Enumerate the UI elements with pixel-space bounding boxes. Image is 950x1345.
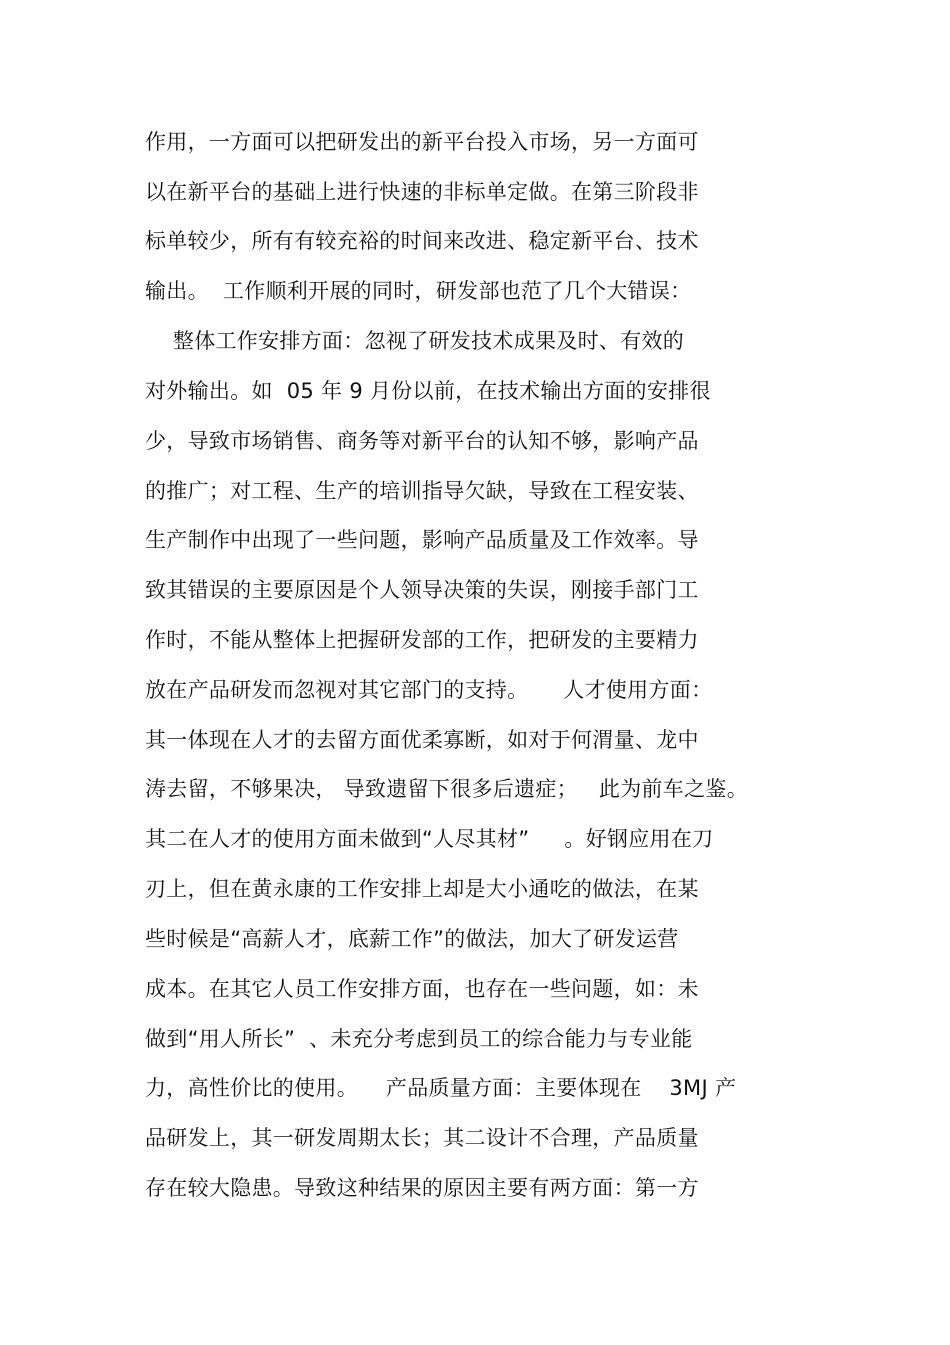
text-line: 以在新平台的基础上进行快速的非标单定做。在第三阶段非 — [145, 180, 699, 204]
text-line: 力，高性价比的使用。 产品质量方面：主要体现在 3MJ 产 — [145, 1076, 737, 1100]
text-line: 致其错误的主要原因是个人领导决策的失误，刚接手部门工 — [145, 578, 699, 602]
text-line: 生产制作中出现了一些问题，影响产品质量及工作效率。导 — [145, 528, 699, 552]
text-line: 成本。在其它人员工作安排方面，也存在一些问题，如：未 — [145, 977, 699, 1001]
text-line: 放在产品研发而忽视对其它部门的支持。 人才使用方面： — [145, 678, 713, 702]
text-line: 其二在人才的使用方面未做到“人尽其材” 。好钢应用在刀 — [145, 827, 714, 851]
text-line: 少，导致市场销售、商务等对新平台的认知不够，影响产品 — [145, 429, 699, 453]
text-line: 输出。 工作顺利开展的同时，研发部也范了几个大错误： — [145, 279, 692, 303]
text-line: 作用，一方面可以把研发出的新平台投入市场，另一方面可 — [145, 130, 699, 154]
text-line: 整体工作安排方面：忽视了研发技术成果及时、有效的 — [145, 329, 685, 353]
text-line: 的推广；对工程、生产的培训指导欠缺，导致在工程安装、 — [145, 479, 699, 503]
text-line: 其一体现在人才的去留方面优柔寡断，如对于何渭量、龙中 — [145, 728, 699, 752]
text-line: 标单较少，所有有较充裕的时间来改进、稳定新平台、技术 — [145, 229, 699, 253]
text-line: 存在较大隐患。导致这种结果的原因主要有两方面：第一方 — [145, 1176, 699, 1200]
text-line: 涛去留，不够果决， 导致遗留下很多后遗症； 此为前车之鉴。 — [145, 777, 748, 801]
text-line: 刃上，但在黄永康的工作安排上却是大小通吃的做法，在某 — [145, 877, 699, 901]
text-line: 品研发上，其一研发周期太长；其二设计不合理，产品质量 — [145, 1126, 699, 1150]
text-line: 对外输出。如 05 年 9 月份以前，在技术输出方面的安排很 — [145, 379, 711, 403]
text-line: 些时候是“高薪人才，底薪工作”的做法，加大了研发运营 — [145, 927, 679, 951]
text-line: 做到“用人所长” 、未充分考虑到员工的综合能力与专业能 — [145, 1027, 693, 1051]
text-line: 作时，不能从整体上把握研发部的工作，把研发的主要精力 — [145, 628, 699, 652]
